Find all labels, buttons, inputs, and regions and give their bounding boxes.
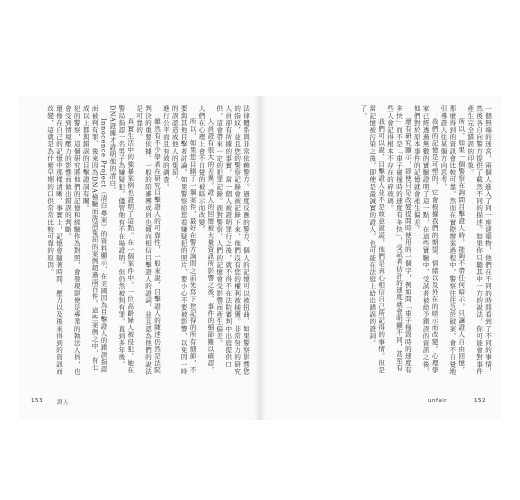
page-number: 152 <box>474 398 486 404</box>
paragraph: Innocence Project（清白專案）的資料顯示，在美國因為目擊證人的錯誤指認而被判有罪、後來因為DNA檢驗而洗清冤屈的案例超過兩百件。這些案例之中，有七成以上都與錯誤的目擊證詞有關。 <box>81 105 108 373</box>
paragraph: 法律體系與非常依賴警方。過度反應的警方、個人的記憶可以被扭曲、如果警察影響您的指紋，並且您的警察記錄會被記錄下來，他們沒有您的權利被捕獲。非常努力的研究人員卻有所據的事實，當一個人被證明罪行之後，就不得不在法院審判中出庭提供口供，這會帶來一定的犯罪記錄。面對警察，人們的記憶會受影響而產生偏差。 <box>215 105 250 375</box>
paragraph: 我們的記憶是可塑的，它會根據我們的期望、情緒以及外在的暗示而改變。心理學家已經透過無數的實驗證明了這一點，在這些實驗中，受試者被給予錯誤的資訊之後，他們對於原本事件的記憶就會產生偏差。 <box>412 105 439 375</box>
running-head: 證人 <box>57 400 70 406</box>
paragraph: 人員證有很大的差異。證人的回憶被大量資訊所影響之後，事件的細節難以確認，人們在心理上會不自覺的被暗示而改變。 <box>197 105 215 374</box>
paragraph: 犯的警察，這個研究將他們的記憶和經驗作為對照，會發現即使是專業的執法人員，也會受到情境壓力的影響而做出錯誤的判斷。 <box>63 105 81 375</box>
paragraph: 還像在自己的記憶中那樣清晰，事實上，記憶會隨著時間、壓力以及後來得到的資訊而改變，這就是為什麼早期的口供常常比較可靠的原因。 <box>46 105 63 375</box>
paragraph: 所以，如果一個警察在詢問目擊證人時，能夠不帶任何暗示，只讓證人自由回憶，那麼得到的資訊會比較可靠。然而在實際辦案過程中，警察往往急於破案，會不自覺地引導證人往某個方向思考。 <box>439 105 466 375</box>
paragraph: 真實生活中的強暴案例也證明了這點。在一個案件中，一位高齡婦人被侵犯，她在警局指認一名男子為嫌疑犯，儘管他有不在場證明，但仍然被判有罪。直到多年後，DNA證據才證明他的清白。 <box>108 105 135 374</box>
right-page <box>260 96 501 420</box>
paragraph: 進行公平而且有效的調查。 <box>161 105 170 191</box>
paragraph: 所以，如果您目睹了一個案件，最好在警方詢問之前先寫下您記得的所有細節，不要與其他目擊者討論。如果警察給您看嫌疑犯的照片，要小心不要被影響，以免因一時的誤認造成他人的冤屈。 <box>170 105 197 375</box>
left-page-text <box>31 105 250 375</box>
paragraph: 我們可以說，目擊證人並不是故意說謊，他們是真心相信自己所記得的事情。但是當記憶被污染之後，即使是最誠實的證人，也可能在法庭上給出錯誤的證詞。 <box>368 105 386 374</box>
paragraph: 雖然有不少學者在研究目擊證人的可靠性，一般來說，目擊證人的陳述仍然是法院判決的重要依據。一般的陪審團成員也傾向相信目擊證人的證詞，並且認為他們的說法是可靠的。 <box>135 105 161 375</box>
page-number: 153 <box>31 398 43 404</box>
paragraph: 了。 <box>359 105 368 120</box>
paragraph: 一個無端的迷宮，兩個人進入了同一座建築物，他們在不同的時間看到了不同的事情，然後各自向警方提供了截然不同的描述。如果你只聽其中一方的說法，你可能會對事件產生完全錯誤的印象。 <box>466 105 492 375</box>
right-page-text <box>270 105 492 375</box>
paragraph: 還有研究顯示，即使只是改變提問時使用的一個字，例如問「車子撞毀時的速度有多快」而不是「車子碰撞時的速度有多快」，受試者估計的速度就會明顯不同，甚至有些人會記得根本不存在的碎玻璃。 <box>386 105 412 374</box>
running-head: unfair <box>428 398 448 404</box>
left-page <box>19 96 260 420</box>
